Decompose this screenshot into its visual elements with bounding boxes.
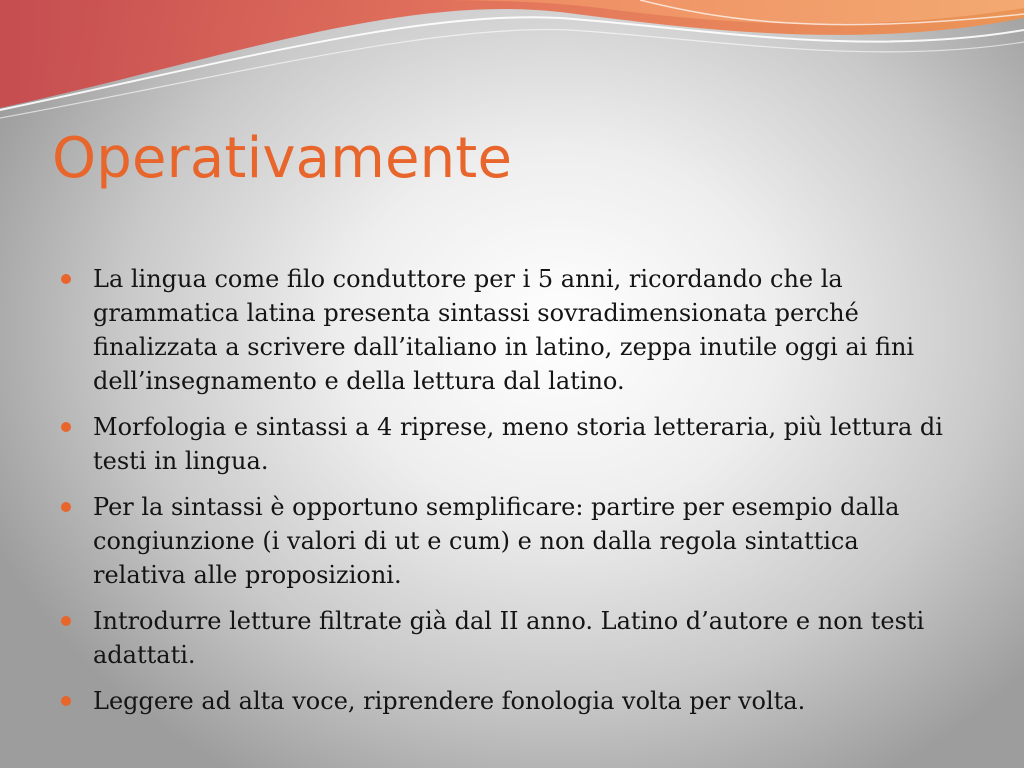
bullet-item [58,684,958,718]
bullet-dot-icon [61,274,71,284]
bullet-text: Morfologia e sintassi a 4 riprese, meno storia letteraria, più lettura di testi in lingua. [93,413,943,475]
bullet-item [58,604,958,672]
bullet-item [58,490,958,592]
bullet-text: Leggere ad alta voce, riprendere fonologia volta per volta. [93,687,806,715]
bullet-dot-icon [61,422,71,432]
bullet-dot-icon [61,616,71,626]
bullet-text: La lingua come filo conduttore per i 5 anni, ricordando che la grammatica latina presenta sintassi sovradimensionata perché finalizzata a scrivere dall’italiano in latino, zeppa inutile oggi ai fini dell’insegnamento e della lettura dal latino. [93,265,915,395]
bullet-item [58,262,958,398]
bullet-item [58,410,958,478]
bullet-text: Introdurre letture filtrate già dal II anno. Latino d’autore e non testi adattati. [93,607,925,669]
bullet-dot-icon [61,696,71,706]
bullet-dot-icon [61,502,71,512]
bullet-text: Per la sintassi è opportuno semplificare: partire per esempio dalla congiunzione (i valori di ut e cum) e non dalla regola sintattica relativa alle proposizioni. [93,493,900,589]
bullet-list [58,262,958,730]
slide-title: Operativamente [52,126,513,191]
decorative-wave-banner [0,0,1024,130]
